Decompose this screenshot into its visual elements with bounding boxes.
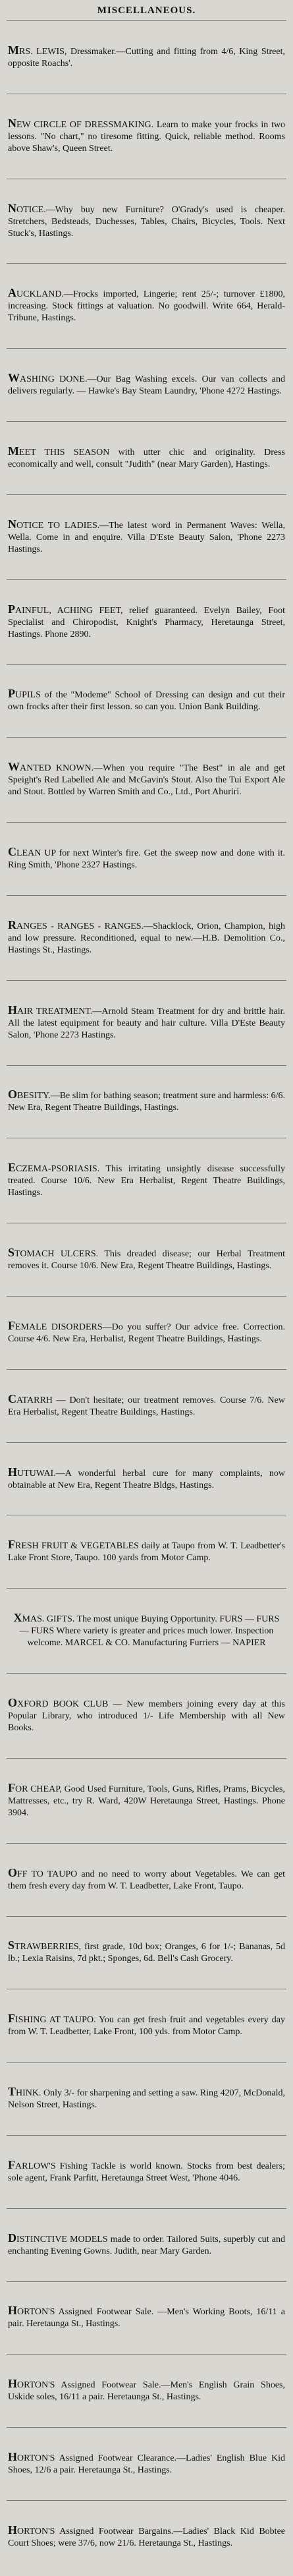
classified-ad-fruit: [7, 1515, 286, 1588]
classified-ad-judith: [7, 421, 286, 494]
classified-ad-fishing: [7, 1989, 286, 2062]
classified-ad-fire: [7, 822, 286, 895]
ad-text: HAIR TREATMENT.—Arnold Steam Treatment for dry and brittle hair. All the latest equipment for beauty and hair culture. Villa D'Este Beauty Salon, 'Phone 2273 Hastings.: [8, 1003, 285, 1040]
classified-ad-hutuwai: [7, 1442, 286, 1515]
ad-text: MEET THIS SEASON with utter chic and originality. Dress economically and well, consult "Judith" (near Mary Garden), Hastings.: [8, 444, 285, 469]
ad-text: NOTICE TO LADIES.—The latest word in Permanent Waves: Wella, Wella. Come in and enquire. Villa D'Este Beauty Salon, 'Phone 2273 Hastings.: [8, 517, 285, 554]
ad-text: FEMALE DISORDERS—Do you suffer? Our advice free. Correction. Course 4/6. New Era, Herbalist, Regent Theatre Buildings, Hastings.: [8, 1318, 285, 1344]
ad-text: FOR CHEAP, Good Used Furniture, Tools, Guns, Rifles, Prams, Bicycles, Mattresses, etc., try R. Ward, 420W Heretaunga Street, Hastings. Phone 3904.: [8, 1780, 285, 1818]
classified-ad-horton-men: [7, 2281, 286, 2355]
classified-ad-horton-ladies: [7, 2427, 286, 2500]
ad-text: OXFORD BOOK CLUB — New members joining every day at this Popular Library, who introduced 1/- Life Membership with all New Books.: [8, 1695, 285, 1733]
classified-ad-feet: [7, 579, 286, 664]
classified-ad-laundry: [7, 348, 286, 421]
classified-ad-stomach: [7, 1223, 286, 1296]
ad-text: NOTICE.—Why buy new Furniture? O'Grady's used is cheaper. Stretchers, Bedsteads, Duchesses, Tables, Chairs, Bicycles, Tools. Next Stuck's, Hastings.: [8, 201, 285, 239]
ad-text: OFF TO TAUPO and no need to worry about Vegetables. We can get them fresh every day from W. T. Leadbetter, Lake Front, Taupo.: [8, 1865, 285, 1891]
classified-ad-marcel: [7, 1588, 286, 1673]
ad-text: XMAS. GIFTS. The most unique Buying Opportunity. FURS — FURS — FURS Where variety is greater and prices much lower. Inspection welcome. MARCEL & CO. Manufacturing Furriers — NAPIER: [13, 1611, 280, 1649]
classified-ad-strawberries: [7, 1916, 286, 1989]
ad-text: HORTON'S Assigned Footwear Sale.—Men's English Grain Shoes, Uskide soles, 16/11 a pair. Heretaunga St., Hastings.: [8, 2377, 285, 2403]
ad-text: AUCKLAND.—Frocks imported, Lingerie; rent 25/-; turnover £1800, increasing. Stock fittings at valuation. No goodwill. Write 664, Herald-Tribune, Hastings.: [8, 286, 285, 324]
classified-ad-think: [7, 2062, 286, 2135]
ad-text: OBESITY.—Be slim for bathing season; treatment sure and harmless: 6/6. New Era, Regent Theatre Buildings, Hastings.: [8, 1088, 285, 1113]
ad-text: PUPILS of the "Modeme" School of Dressing can design and cut their own frocks after their first lesson. so can you. Union Bank Building.: [8, 687, 285, 713]
ad-text: ECZEMA-PSORIASIS. This irritating unsightly disease successfully treated. Course 10/6. New Era Herbalist, Regent Theatre Buildings, Hastings.: [8, 1161, 285, 1198]
classified-ad-hair: [7, 980, 286, 1065]
ad-text: HORTON'S Assigned Footwear Bargains.—Ladies' Black Kid Bobtee Court Shoes; were 37/6, now 21/6. Heretaunga St., Hastings.: [8, 2523, 285, 2548]
classified-ad-horton-bargain: [7, 2500, 286, 2573]
classified-ad-ranges: [7, 895, 286, 980]
classified-ad-eczema: [7, 1138, 286, 1223]
ad-text: FARLOW'S Fishing Tackle is world known. Stocks from best dealers; sole agent, Frank Parfitt, Heretaunga Street West, 'Phone 4046.: [8, 2157, 285, 2183]
ad-text: HORTON'S Assigned Footwear Sale. —Men's Working Boots, 16/11 a pair. Heretaunga St., Hastings.: [8, 2304, 285, 2329]
classified-ad-modeme: [7, 664, 286, 738]
classified-ad-cheap: [7, 1758, 286, 1843]
ad-text: CATARRH — Don't hesitate; our treatment removes. Course 7/6. New Era Herbalist, Regent Theatre Buildings, Hastings.: [8, 1391, 285, 1417]
ad-text: PAINFUL, ACHING FEET, relief guaranteed. Evelyn Bailey, Foot Specialist and Chiropodist, Knight's Pharmacy, Heretaunga Street, Hastings. Phone 2890.: [8, 602, 285, 639]
ad-text: RANGES - RANGES - RANGES.—Shacklock, Orion, Champion, high and low pressure. Reconditioned, equal to new.—H.B. Demolition Co., Hastings St., Hastings.: [8, 918, 285, 955]
ad-text: HUTUWAI.—A wonderful herbal cure for many complaints, now obtainable at New Era, Regent Theatre Bldgs, Hastings.: [8, 1465, 285, 1490]
ads-list: [7, 20, 286, 2573]
ad-text: THINK. Only 3/- for sharpening and setting a saw. Ring 4207, McDonald, Nelson Street, Hastings.: [8, 2085, 285, 2111]
classified-ad-catarrh: [7, 1369, 286, 1442]
classified-ad-taupo-veg: [7, 1843, 286, 1916]
ad-text: STRAWBERRIES, first grade, 10d box; Oranges, 6 for 1/-; Bananas, 5d lb.; Lexia Raisins, 7d pkt.; Sponges, 6d. Bell's Cash Grocery.: [8, 1939, 285, 1964]
classified-ad-furniture: [7, 179, 286, 264]
classified-ad-horton-grain: [7, 2354, 286, 2427]
classified-ad-obesity: [7, 1065, 286, 1138]
ad-text: NEW CIRCLE OF DRESSMAKING. Learn to make your frocks in two lessons. "No chart," no tiresome fitting. Quick, reliable method. Rooms above Shaw's, Queen Street.: [8, 116, 285, 154]
classified-ad-wanted: [7, 737, 286, 822]
column-header: MISCELLANEOUS.: [97, 5, 196, 16]
ad-text: STOMACH ULCERS. This dreaded disease; our Herbal Treatment removes it. Course 10/6. New Era, Regent Theatre Buildings, Hastings.: [8, 1246, 285, 1272]
classified-ad-dressmaking: [7, 94, 286, 179]
classified-ad-oxford: [7, 1673, 286, 1758]
ad-text: CLEAN UP for next Winter's fire. Get the sweep now and done with it. Ring Smith, 'Phone 2327 Hastings.: [8, 845, 285, 871]
classified-ad-lewis: [7, 20, 286, 94]
ad-text: FRESH FRUIT & VEGETABLES daily at Taupo from W. T. Leadbetter's Lake Front Store, Taupo. 100 yards from Motor Camp.: [8, 1538, 285, 1564]
ad-text: WASHING DONE.—Our Bag Washing excels. Our van collects and delivers regularly. — Hawke's Bay Steam Laundry, 'Phone 4272 Hastings.: [8, 371, 285, 397]
ad-text: HORTON'S Assigned Footwear Clearance.—Ladies' English Blue Kid Shoes, 12/6 a pair. Heretaunga St., Hastings.: [8, 2450, 285, 2476]
classified-ad-farlow: [7, 2135, 286, 2208]
classified-ad-female: [7, 1296, 286, 1369]
ad-text: WANTED KNOWN.—When you require "The Best" in ale and get Speight's Red Labelled Ale and McGavin's Stout. Also the Tui Export Ale and Stout. Bottled by Warren Smith and Co., Ltd., Port Ahuriri.: [8, 760, 285, 798]
classified-ad-distinctive: [7, 2208, 286, 2281]
ad-text: FISHING AT TAUPO. You can get fresh fruit and vegetables every day from W. T. Leadbetter, Lake Front, 100 yds. from Motor Camp.: [8, 2012, 285, 2037]
classified-ad-ladies: [7, 494, 286, 579]
ad-text: DISTINCTIVE MODELS made to order. Tailored Suits, superbly cut and enchanting Evening Gowns. Judith, near Mary Garden.: [8, 2231, 285, 2256]
ad-text: MRS. LEWIS, Dressmaker.—Cutting and fitting from 4/6, King Street, opposite Roachs'.: [8, 43, 285, 69]
classified-ad-auckland: [7, 263, 286, 348]
